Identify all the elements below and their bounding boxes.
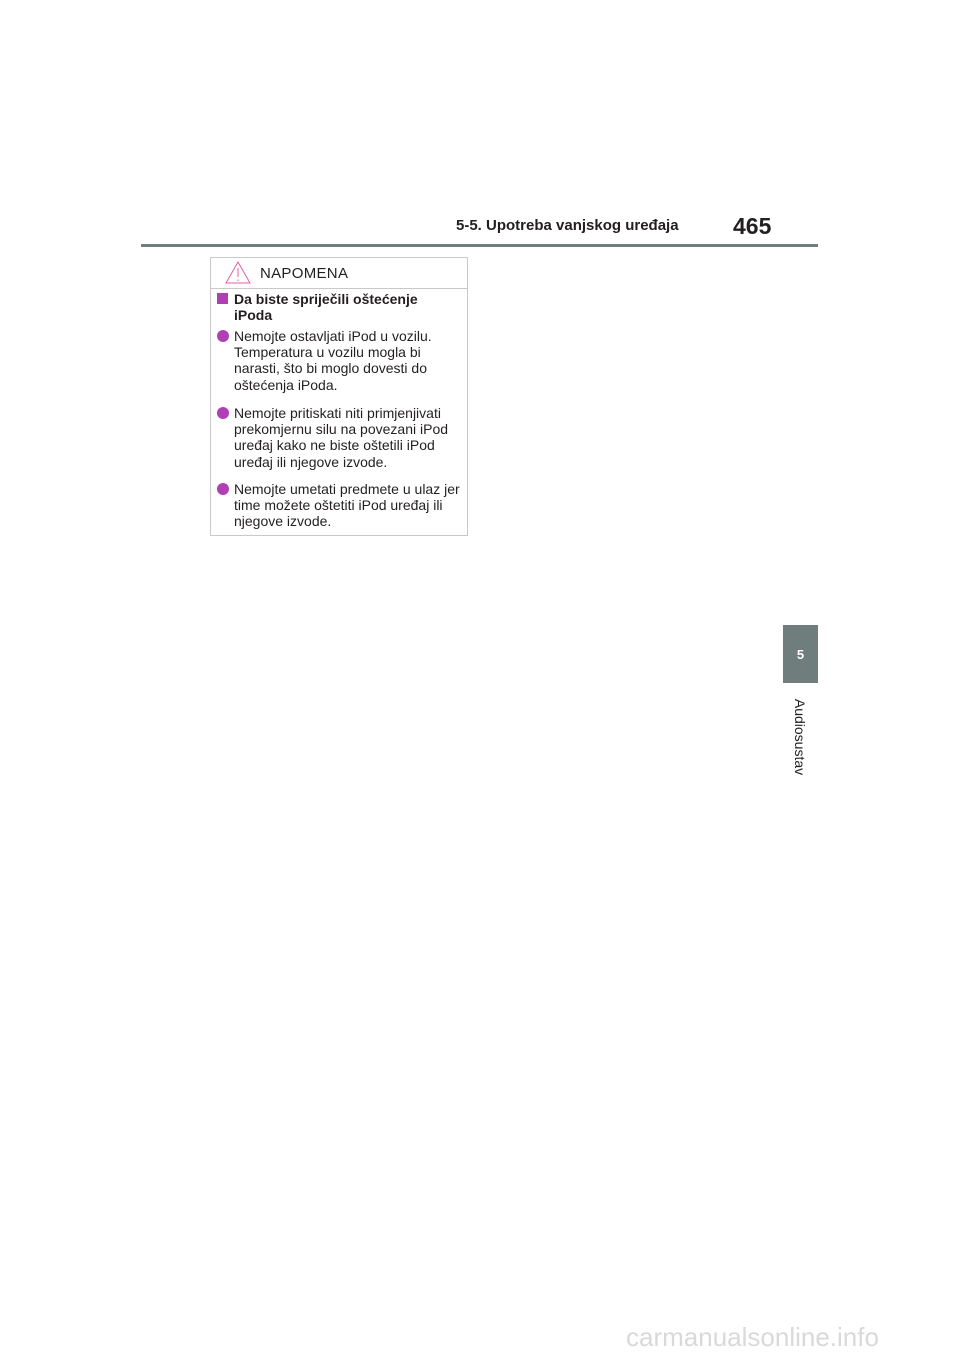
chapter-label: Audiosustav <box>792 698 808 776</box>
list-item <box>217 328 461 393</box>
list-item-text: Nemojte ostavljati iPod u vozilu. Temperatura u vozilu mogla bi narasti, što bi moglo dovesti do oštećenja iPoda. <box>234 328 432 393</box>
bullet-dot-icon <box>217 407 229 419</box>
notice-title: NAPOMENA <box>260 265 349 282</box>
chapter-tab <box>783 625 818 683</box>
page-number: 465 <box>733 213 772 239</box>
list-item-text: Nemojte pritiskati niti primjenjivati prekomjernu silu na povezani iPod uređaj kako ne biste oštetili iPod uređaj ili njegove izvode. <box>234 405 449 470</box>
notice-subheading <box>217 291 457 323</box>
list-item <box>217 481 461 530</box>
warning-triangle-icon <box>225 260 251 284</box>
notice-subheading-text: Da biste spriječili oštećenje iPoda <box>234 291 418 323</box>
notice-header <box>211 258 467 289</box>
square-bullet-icon <box>217 293 228 304</box>
notice-box <box>210 257 468 536</box>
watermark: carmanualsonline.info <box>626 1322 879 1352</box>
bullet-dot-icon <box>217 330 229 342</box>
chapter-number: 5 <box>796 646 805 662</box>
list-item-text: Nemojte umetati predmete u ulaz jer time možete oštetiti iPod uređaj ili njegove izvode. <box>234 481 460 530</box>
section-title: 5-5. Upotreba vanjskog uređaja <box>456 217 679 234</box>
header-rule <box>141 244 818 247</box>
list-item <box>217 405 461 470</box>
bullet-dot-icon <box>217 483 229 495</box>
